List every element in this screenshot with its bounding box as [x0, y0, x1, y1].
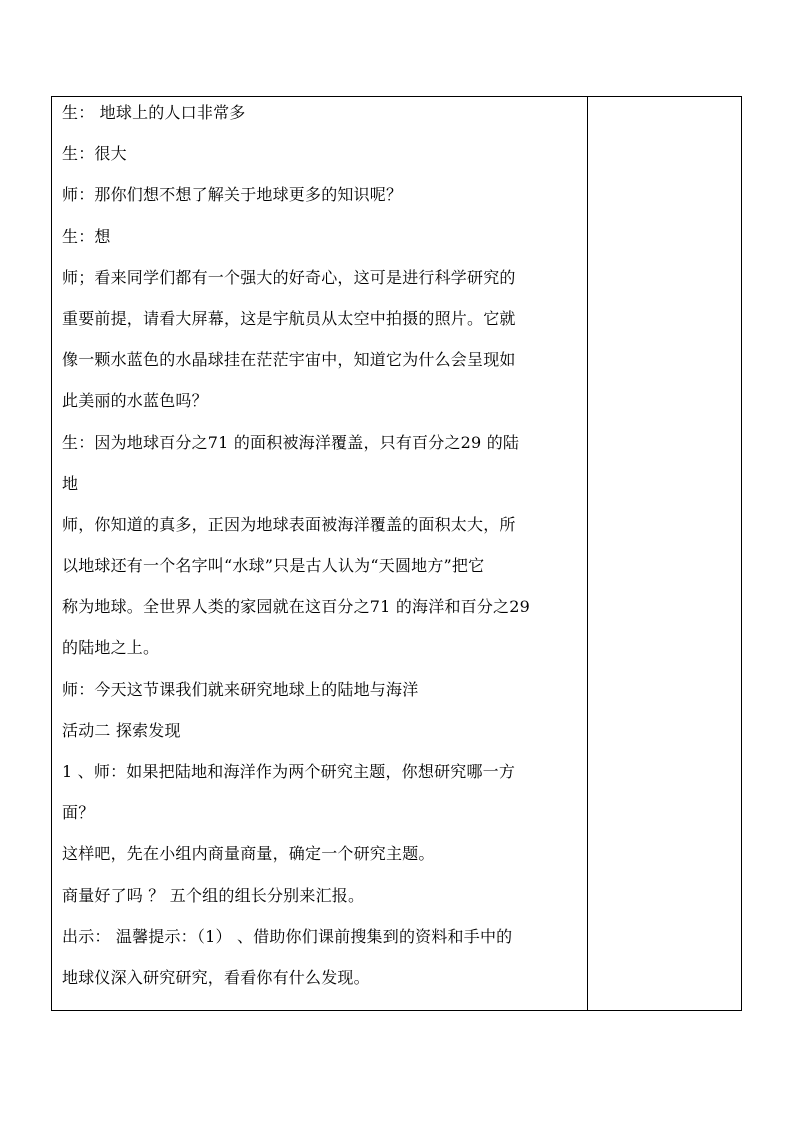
- text-line: 生： 地球上的人口非常多: [62, 103, 246, 122]
- text-line: 出示： 温馨提示：（1） 、借助你们课前搜集到的资料和手中的: [62, 926, 513, 946]
- text-line: 生：想: [62, 226, 111, 246]
- text-line: 生：很大: [62, 144, 127, 164]
- text-line: 像一颗水蓝色的水晶球挂在茫茫宇宙中，知道它为什么会呈现如: [62, 350, 516, 370]
- text-line: 地球仪深入研究研究，看看你有什么发现。: [62, 967, 370, 987]
- text-line: 这样吧，先在小组内商量商量，确定一个研究主题。: [62, 844, 435, 864]
- text-line: 师，你知道的真多，正因为地球表面被海洋覆盖的面积太大，所: [62, 514, 516, 534]
- text-line: 的陆地之上。: [62, 638, 160, 658]
- lesson-content-cell: [62, 103, 582, 1009]
- notes-cell: [588, 97, 741, 1010]
- text-line: 以地球还有一个名字叫“水球”只是古人认为“天圆地方”把它: [62, 556, 485, 576]
- text-line: 师：今天这节课我们就来研究地球上的陆地与海洋: [62, 679, 419, 699]
- text-line: 地: [62, 473, 79, 493]
- text-line: 面？: [62, 803, 95, 823]
- text-line: 重要前提，请看大屏幕，这是宇航员从太空中拍摄的照片。它就: [62, 308, 516, 328]
- text-line: 1 、师：如果把陆地和海洋作为两个研究主题，你想研究哪一方: [62, 762, 516, 781]
- text-line: 师；看来同学们都有一个强大的好奇心，这可是进行科学研究的: [62, 267, 516, 287]
- text-line: 称为地球。全世界人类的家园就在这百分之71 的海洋和百分之29: [62, 597, 531, 617]
- text-line: 此美丽的水蓝色吗？: [62, 391, 208, 411]
- text-line: 商量好了吗 ？ 五个组的组长分别来汇报。: [62, 885, 365, 905]
- text-line: 生：因为地球百分之71 的面积被海洋覆盖，只有百分之29 的陆: [62, 432, 520, 452]
- section-heading: 活动二 探索发现: [62, 720, 181, 740]
- text-line: 师：那你们想不想了解关于地球更多的知识呢？: [62, 185, 403, 205]
- lesson-table: [51, 96, 742, 1011]
